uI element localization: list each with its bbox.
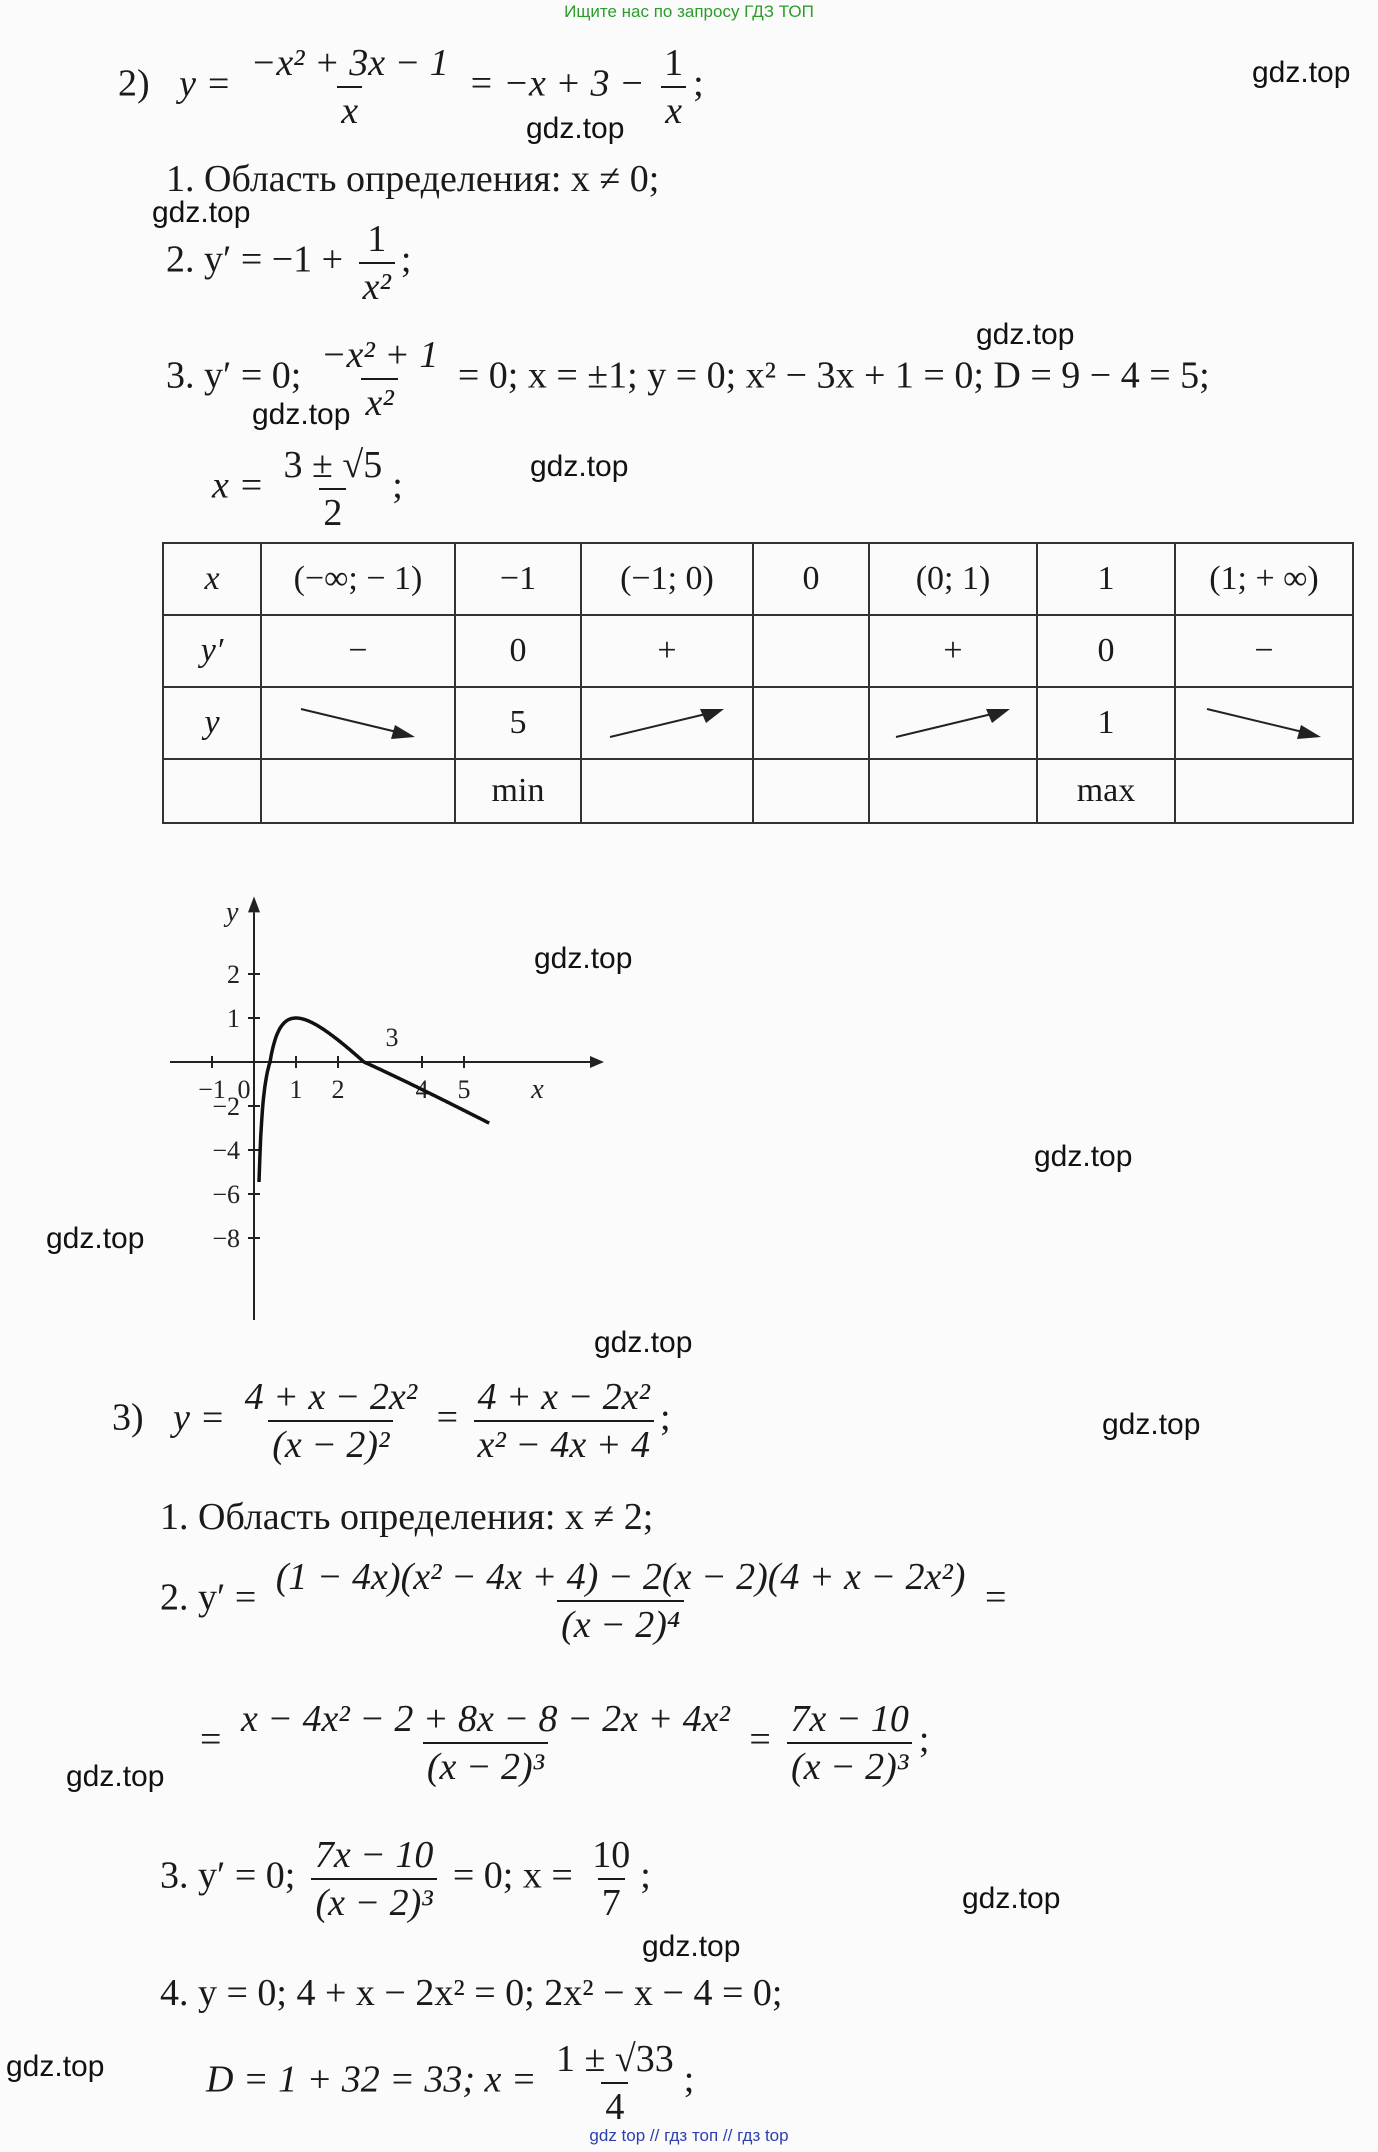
table-cell: (−∞; − 1) [261, 543, 455, 615]
watermark: gdz.top [66, 1760, 165, 1793]
part3-step4-roots: D = 1 + 32 = 33; x = $\frac{1 \pm √33}{4}$ ; [206, 2038, 695, 2128]
table-cell: −1 [455, 543, 581, 615]
table-cell [581, 687, 753, 759]
table-cell [1175, 687, 1353, 759]
search-hint-link[interactable]: Ищите нас по запросу ГДЗ ТОП [564, 2, 814, 21]
part3-step2-simplified: = $\frac{\text{x − 4x² − 2 + 8x − 8 − 2x + 4x²}}{\text{(x − 2)³}}$ = $\frac{7x - 10}{\text{(x − 2)³}}$ ; [200, 1698, 930, 1788]
x-axis-arrow-icon [590, 1056, 604, 1068]
function-graph [150, 850, 670, 1320]
watermark: gdz.top [594, 1326, 693, 1359]
part2-step1: 1. Область определения: x ≠ 0; [166, 158, 660, 200]
part3-step1: 1. Область определения: x ≠ 2; [160, 1496, 654, 1538]
table-cell: (1; + ∞) [1175, 543, 1353, 615]
part3-step2: 2. y′ = $\frac{\text{(1 − 4x)(x² − 4x + 4) − 2(x − 2)(4 + x − 2x²)}}{\text{(x − 2)⁴}}$ = [160, 1556, 1007, 1646]
fraction: $\frac{\text{−x² + 3x − 1}}{x}$ [250, 42, 449, 132]
x-tick-label: 1 [289, 1075, 303, 1104]
watermark: gdz.top [534, 942, 633, 975]
table-cell: 0 [455, 615, 581, 687]
table-cell [581, 759, 753, 823]
table-cell [753, 759, 869, 823]
part2-step3: 3. y′ = 0; $\frac{\text{−x² + 1}}{\text{x²}}$ = 0; x = ±1; y = 0; x² − 3x + 1 = 0; D = 9 − 4 = 5; [166, 334, 1210, 424]
table-cell: y′ [163, 615, 261, 687]
table-cell: 1 [1037, 687, 1175, 759]
table-row [163, 759, 1353, 823]
increasing-arrow-icon [602, 703, 732, 743]
table-cell: + [869, 615, 1037, 687]
table-row [163, 687, 1353, 759]
decreasing-arrow-icon [293, 703, 423, 743]
table-cell [261, 687, 455, 759]
table-cell [753, 687, 869, 759]
table-cell [753, 615, 869, 687]
y-tick-label: −8 [212, 1224, 240, 1253]
table-row [163, 543, 1353, 615]
watermark: gdz.top [976, 318, 1075, 351]
variation-table [162, 542, 1354, 824]
part3-label: 3) [112, 1396, 144, 1439]
watermark: gdz.top [152, 196, 251, 229]
x-tick-label: 5 [457, 1075, 471, 1104]
x-tick-label: 2 [331, 1075, 345, 1104]
root-label: 3 [385, 1023, 399, 1052]
watermark: gdz.top [1252, 56, 1351, 89]
table-cell: 1 [1037, 543, 1175, 615]
part2-equation: 2) y = $\frac{\text{−x² + 3x − 1}}{x}$ = −x + 3 − $\frac{1}{x}$ ; [118, 42, 704, 132]
table-cell: (0; 1) [869, 543, 1037, 615]
x-tick-label: 4 [415, 1075, 429, 1104]
watermark: gdz.top [530, 450, 629, 483]
table-cell: + [581, 615, 753, 687]
x-tick-label: −1 [198, 1075, 226, 1104]
part3-step3: 3. y′ = 0; $\frac{7x - 10}{\text{(x − 2)³}}$ = 0; x = $\frac{10}{7}$ ; [160, 1834, 651, 1924]
fraction: $\frac{1}{x}$ [660, 44, 687, 130]
table-cell [1175, 759, 1353, 823]
table-cell: max [1037, 759, 1175, 823]
table-cell: min [455, 759, 581, 823]
increasing-arrow-icon [888, 703, 1018, 743]
table-cell: (−1; 0) [581, 543, 753, 615]
watermark: gdz.top [46, 1222, 145, 1255]
table-row [163, 615, 1353, 687]
watermark: gdz.top [1034, 1140, 1133, 1173]
table-cell: 0 [1037, 615, 1175, 687]
table-cell: y [163, 687, 261, 759]
y-tick-label: −2 [212, 1092, 240, 1121]
part2-roots: x = $\frac{3 \pm √5}{2}$ ; [212, 444, 403, 534]
table-cell: − [1175, 615, 1353, 687]
watermark: gdz.top [6, 2050, 105, 2083]
table-cell [869, 759, 1037, 823]
watermark: gdz.top [252, 398, 351, 431]
watermark: gdz.top [642, 1930, 741, 1963]
table-cell [163, 759, 261, 823]
part2-label: 2) [118, 62, 150, 105]
x-tick-label: 0 [237, 1075, 251, 1104]
watermark: gdz.top [962, 1882, 1061, 1915]
watermark: gdz.top [1102, 1408, 1201, 1441]
watermark: gdz.top [526, 112, 625, 145]
table-cell [261, 759, 455, 823]
y-tick-label: −4 [212, 1136, 240, 1165]
y-tick-label: 2 [227, 960, 240, 989]
y-axis-arrow-icon [248, 896, 260, 912]
part3-step4: 4. y = 0; 4 + x − 2x² = 0; 2x² − x − 4 = 0; [160, 1972, 783, 2014]
part3-equation: 3) y = $\frac{\text{4 + x − 2x²}}{\text{(x − 2)²}}$ = $\frac{\text{4 + x − 2x²}}{\text{x² − 4x + 4}}$ ; [112, 1376, 671, 1466]
decreasing-arrow-icon [1199, 703, 1329, 743]
y-tick-label: 1 [227, 1004, 240, 1033]
table-cell: 0 [753, 543, 869, 615]
table-cell: 5 [455, 687, 581, 759]
part2-step2: 2. y′ = −1 + $\frac{1}{\text{x²}}$ ; [166, 218, 412, 308]
x-axis-label: x [531, 1074, 544, 1105]
table-cell: − [261, 615, 455, 687]
y-tick-label: −6 [212, 1180, 240, 1209]
table-cell: x [163, 543, 261, 615]
table-cell [869, 687, 1037, 759]
footer-link[interactable]: gdz top // гдз топ // гдз top [589, 2126, 789, 2145]
y-axis-label: y [226, 897, 239, 929]
